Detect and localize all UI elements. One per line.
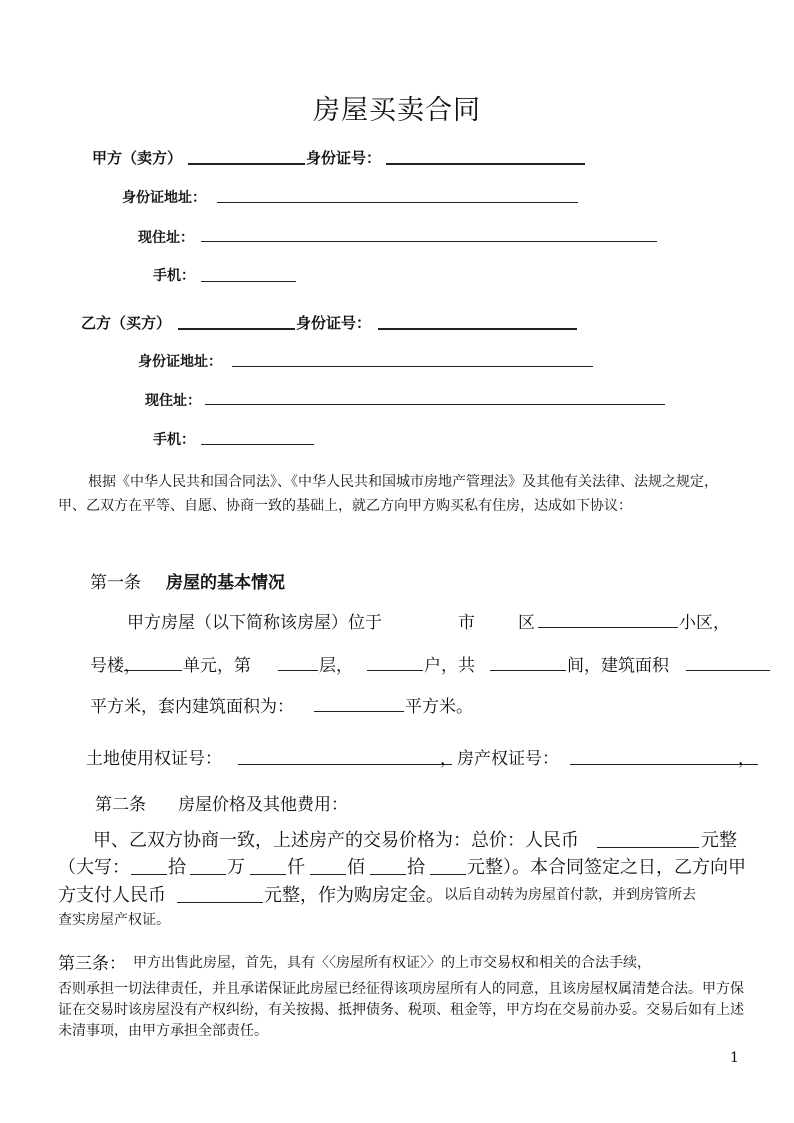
amount-field-1[interactable]	[131, 874, 167, 875]
seller-id-address-field[interactable]	[217, 202, 578, 203]
buyer-id-address-field[interactable]	[232, 366, 593, 367]
amount-field-5[interactable]	[370, 874, 406, 875]
seller-name-field[interactable]	[188, 163, 305, 165]
inner-area-unit: 平方米。	[405, 697, 473, 717]
document-title: 房屋买卖合同	[313, 95, 481, 126]
buyer-id-address-label: 身份证地址：	[138, 354, 222, 370]
household-label: 户，共	[424, 656, 475, 676]
house-cert-label: ，房产权证号：	[440, 749, 559, 769]
article1-location-text: 甲方房屋（以下简称该房屋）位于	[127, 613, 382, 633]
verify-text: 查实房屋产权证。	[58, 912, 170, 928]
amount-field-4[interactable]	[310, 874, 346, 875]
seller-phone-field[interactable]	[201, 281, 296, 282]
seller-id-label: 身份证号：	[306, 149, 382, 167]
seller-phone-label: 手机：	[153, 268, 195, 284]
deposit-field[interactable]	[177, 902, 263, 903]
article1-number: 第一条	[90, 573, 141, 593]
house-cert-field[interactable]	[570, 764, 758, 765]
price-unit: 元整	[701, 830, 737, 851]
page-number: 1	[730, 1050, 739, 1066]
rooms-field[interactable]	[490, 670, 566, 671]
deposit-text: 元整，作为购房定金。	[264, 885, 444, 906]
buyer-id-field[interactable]	[378, 328, 577, 330]
unit-qian: 仟	[287, 857, 305, 878]
seller-label: 甲方（卖方）	[92, 149, 183, 167]
article3-heading: 第三条：	[58, 954, 126, 974]
uppercase-amount-label: （大写：	[58, 857, 130, 878]
unit-label: 单元，第	[183, 656, 251, 676]
seller-current-address-label: 现住址：	[138, 230, 194, 246]
total-price-field[interactable]	[597, 847, 699, 848]
article2-title: 房屋价格及其他费用：	[178, 795, 348, 815]
inner-area-field[interactable]	[314, 711, 404, 712]
amount-field-6[interactable]	[430, 874, 466, 875]
unit-bai: 佰	[347, 857, 365, 878]
signing-text: 元整）。本合同签定之日，乙方向甲	[467, 857, 746, 878]
land-cert-label: 土地使用权证号：	[86, 749, 222, 769]
buyer-id-label: 身份证号：	[296, 314, 372, 332]
community-field[interactable]	[538, 627, 678, 628]
article1-district-label: 区	[518, 613, 535, 633]
buyer-name-field[interactable]	[178, 328, 295, 330]
price-text: 甲、乙双方协商一致，上述房产的交易价格为：总价：人民币	[93, 830, 579, 851]
floor-label: 层，	[319, 656, 353, 676]
preamble-paragraph: 根据《中华人民共和国合同法》、《中华人民共和国城市房地产管理法》及其他有关法律、法规之规定，甲、乙双方在平等、自愿、协商一致的基础上，就乙方向甲方购买私有住房，达成如下协议：	[58, 474, 718, 514]
article3-body: 否则承担一切法律责任，并且承诺保证此房屋已经征得该项房屋所有人的同意，且该房屋权属清楚合法。甲方保证在交易时该房屋没有产权纠纷，有关按揭、抵押债务、税项、租金等，甲方均在交易前办妥。交易后如有上述未清事项，由甲方承担全部责任。	[58, 981, 744, 1039]
cert-end-comma: ，	[738, 749, 755, 769]
inner-area-label: 平方米，套内建筑面积为：	[90, 697, 294, 717]
deposit-followup: 以后自动转为房屋首付款，并到房管所去	[444, 887, 696, 903]
buyer-phone-label: 手机：	[153, 432, 195, 448]
deposit-label: 方支付人民币	[58, 885, 166, 906]
unit-wan: 万	[227, 857, 245, 878]
buyer-phone-field[interactable]	[201, 444, 314, 445]
unit-shi-1: 拾	[168, 857, 186, 878]
article1-city-label: 市	[458, 613, 475, 633]
seller-current-address-field[interactable]	[201, 241, 657, 242]
land-cert-field[interactable]	[238, 764, 452, 765]
floor-field[interactable]	[278, 670, 318, 671]
household-field[interactable]	[367, 670, 423, 671]
article3-line1: 甲方出售此房屋，首先，具有〈〈房屋所有权证〉〉的上市交易权和相关的合法手续，	[133, 955, 651, 971]
building-area-field[interactable]	[686, 670, 770, 671]
building-label: 号楼，	[90, 656, 141, 676]
seller-id-field[interactable]	[386, 163, 585, 165]
buyer-current-address-field[interactable]	[205, 404, 665, 405]
buyer-label: 乙方（买方）	[81, 314, 172, 332]
amount-field-2[interactable]	[190, 874, 226, 875]
rooms-label: 间，建筑面积	[567, 656, 669, 676]
seller-id-address-label: 身份证地址：	[122, 190, 206, 206]
buyer-current-address-label: 现住址：	[145, 393, 201, 409]
article1-community-label: 小区，	[679, 613, 730, 633]
article1-title: 房屋的基本情况	[166, 573, 285, 593]
unit-shi-2: 拾	[407, 857, 425, 878]
amount-field-3[interactable]	[250, 874, 286, 875]
article2-number: 第二条	[95, 795, 146, 815]
unit-field[interactable]	[124, 670, 182, 671]
